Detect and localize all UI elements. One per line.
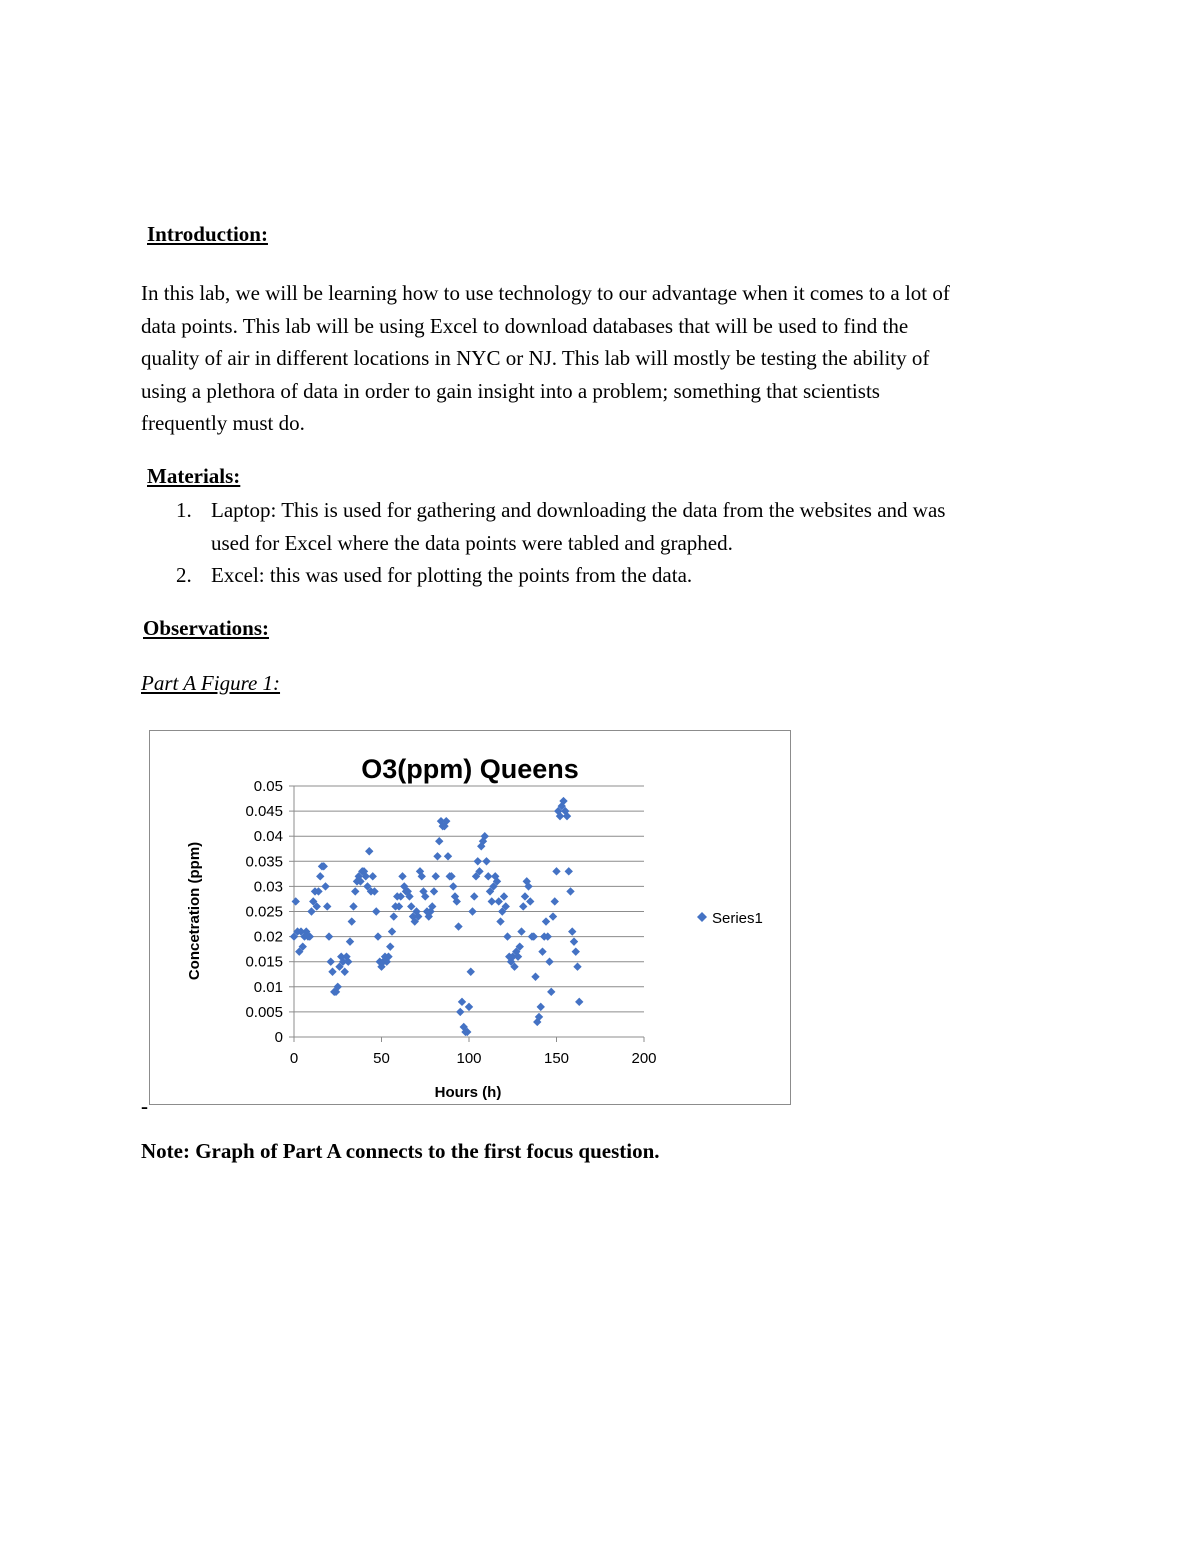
scatter-point bbox=[433, 852, 441, 860]
scatter-point bbox=[551, 897, 559, 905]
scatter-point bbox=[503, 932, 511, 940]
list-number: 1. bbox=[176, 498, 192, 522]
scatter-point bbox=[517, 927, 525, 935]
materials-list bbox=[141, 494, 1071, 592]
scatter-point bbox=[307, 907, 315, 915]
y-tick-label: 0.045 bbox=[245, 803, 283, 821]
x-tick-label: 0 bbox=[289, 1050, 299, 1067]
intro-line: quality of air in different locations in NYC or NJ. This lab will mostly be testing the ability of bbox=[141, 346, 930, 371]
chart-svg bbox=[150, 731, 790, 1104]
scatter-point bbox=[572, 947, 580, 955]
scatter-point bbox=[495, 897, 503, 905]
scatter-point bbox=[348, 917, 356, 925]
scatter-point bbox=[573, 963, 581, 971]
scatter-point bbox=[341, 968, 349, 976]
x-tick-label: 150 bbox=[543, 1050, 570, 1067]
scatter-point bbox=[292, 897, 300, 905]
figure-label: Part A Figure 1: bbox=[141, 671, 281, 695]
axis-layer bbox=[245, 778, 656, 1067]
y-tick-label: 0.035 bbox=[245, 853, 283, 871]
scatter-point bbox=[521, 892, 529, 900]
intro-line: data points. This lab will be using Excel to download databases that will be used to find the bbox=[141, 313, 909, 338]
x-tick-label: 100 bbox=[456, 1050, 482, 1067]
materials-item bbox=[141, 494, 1071, 559]
scatter-point bbox=[432, 872, 440, 880]
legend bbox=[697, 910, 763, 927]
materials-item-line: Laptop: This is used for gathering and downloading the data from the websites and was bbox=[211, 498, 946, 522]
y-tick-label: 0.025 bbox=[245, 903, 283, 921]
x-axis-label: Hours (h) bbox=[434, 1084, 502, 1101]
materials-item-line: used for Excel where the data points were tabled and graphed. bbox=[211, 530, 733, 555]
scatter-point bbox=[454, 922, 462, 930]
scatter-point bbox=[482, 857, 490, 865]
list-number: 2. bbox=[176, 563, 192, 588]
y-tick-label: 0.04 bbox=[253, 828, 283, 846]
scatter-point bbox=[474, 857, 482, 865]
scatter-point bbox=[456, 1008, 464, 1016]
scatter-point bbox=[537, 1003, 545, 1011]
scatter-point bbox=[496, 917, 504, 925]
scatter-point bbox=[545, 958, 553, 966]
scatter-point bbox=[316, 872, 324, 880]
introduction-heading: Introduction: bbox=[147, 222, 268, 246]
legend-marker bbox=[697, 912, 707, 922]
scatter-chart bbox=[149, 730, 791, 1105]
y-tick-label: 0 bbox=[274, 1029, 283, 1046]
scatter-point bbox=[458, 998, 466, 1006]
scatter-point bbox=[531, 973, 539, 981]
materials-item-line: Excel: this was used for plotting the points from the data. bbox=[211, 563, 693, 588]
scatter-point bbox=[365, 847, 373, 855]
legend-label: Series1 bbox=[712, 910, 763, 927]
scatter-point bbox=[465, 1003, 473, 1011]
scatter-point bbox=[570, 937, 578, 945]
scatter-point bbox=[407, 902, 415, 910]
scatter-point bbox=[449, 882, 457, 890]
points-layer bbox=[290, 797, 584, 1036]
y-axis-label: Concetration (ppm) bbox=[186, 841, 203, 981]
scatter-point bbox=[369, 872, 377, 880]
scatter-point bbox=[388, 927, 396, 935]
x-tick-label: 50 bbox=[373, 1050, 390, 1067]
scatter-point bbox=[526, 897, 534, 905]
grid-layer bbox=[294, 786, 644, 1012]
introduction-paragraph bbox=[141, 277, 1071, 440]
scatter-point bbox=[470, 892, 478, 900]
scatter-point bbox=[386, 942, 394, 950]
scatter-point bbox=[566, 887, 574, 895]
scatter-point bbox=[346, 937, 354, 945]
y-tick-label: 0.005 bbox=[245, 1003, 283, 1021]
x-tick-label: 200 bbox=[631, 1050, 657, 1067]
scatter-point bbox=[321, 882, 329, 890]
materials-item bbox=[141, 559, 1071, 592]
intro-line: frequently must do. bbox=[141, 411, 305, 436]
scatter-point bbox=[328, 968, 336, 976]
note-text: Note: Graph of Part A connects to the first focus question. bbox=[141, 1139, 660, 1163]
scatter-point bbox=[549, 912, 557, 920]
scatter-point bbox=[500, 892, 508, 900]
scatter-point bbox=[565, 867, 573, 875]
scatter-point bbox=[519, 902, 527, 910]
materials-heading: Materials: bbox=[147, 464, 241, 488]
y-tick-label: 0.015 bbox=[245, 953, 283, 971]
scatter-point bbox=[327, 958, 335, 966]
scatter-point bbox=[552, 867, 560, 875]
scatter-point bbox=[323, 902, 331, 910]
y-tick-label: 0.01 bbox=[253, 978, 283, 996]
dash-mark: - bbox=[141, 1094, 148, 1118]
scatter-point bbox=[435, 837, 443, 845]
scatter-point bbox=[351, 887, 359, 895]
scatter-point bbox=[568, 927, 576, 935]
scatter-point bbox=[325, 932, 333, 940]
scatter-point bbox=[468, 907, 476, 915]
scatter-point bbox=[575, 998, 583, 1006]
scatter-point bbox=[444, 852, 452, 860]
intro-line: In this lab, we will be learning how to use technology to our advantage when it comes to a lot of bbox=[141, 281, 950, 305]
scatter-point bbox=[542, 917, 550, 925]
scatter-point bbox=[390, 912, 398, 920]
scatter-point bbox=[398, 872, 406, 880]
scatter-point bbox=[374, 932, 382, 940]
y-tick-label: 0.05 bbox=[253, 778, 283, 795]
scatter-point bbox=[547, 988, 555, 996]
scatter-point bbox=[349, 902, 357, 910]
scatter-point bbox=[430, 887, 438, 895]
chart-title: O3(ppm) Queens bbox=[361, 754, 579, 784]
scatter-point bbox=[372, 907, 380, 915]
y-tick-label: 0.03 bbox=[253, 878, 283, 896]
scatter-point bbox=[467, 968, 475, 976]
scatter-point bbox=[538, 947, 546, 955]
intro-line: using a plethora of data in order to gain insight into a problem; something that scientists bbox=[141, 378, 880, 403]
y-tick-label: 0.02 bbox=[253, 928, 283, 946]
observations-heading: Observations: bbox=[143, 616, 269, 640]
